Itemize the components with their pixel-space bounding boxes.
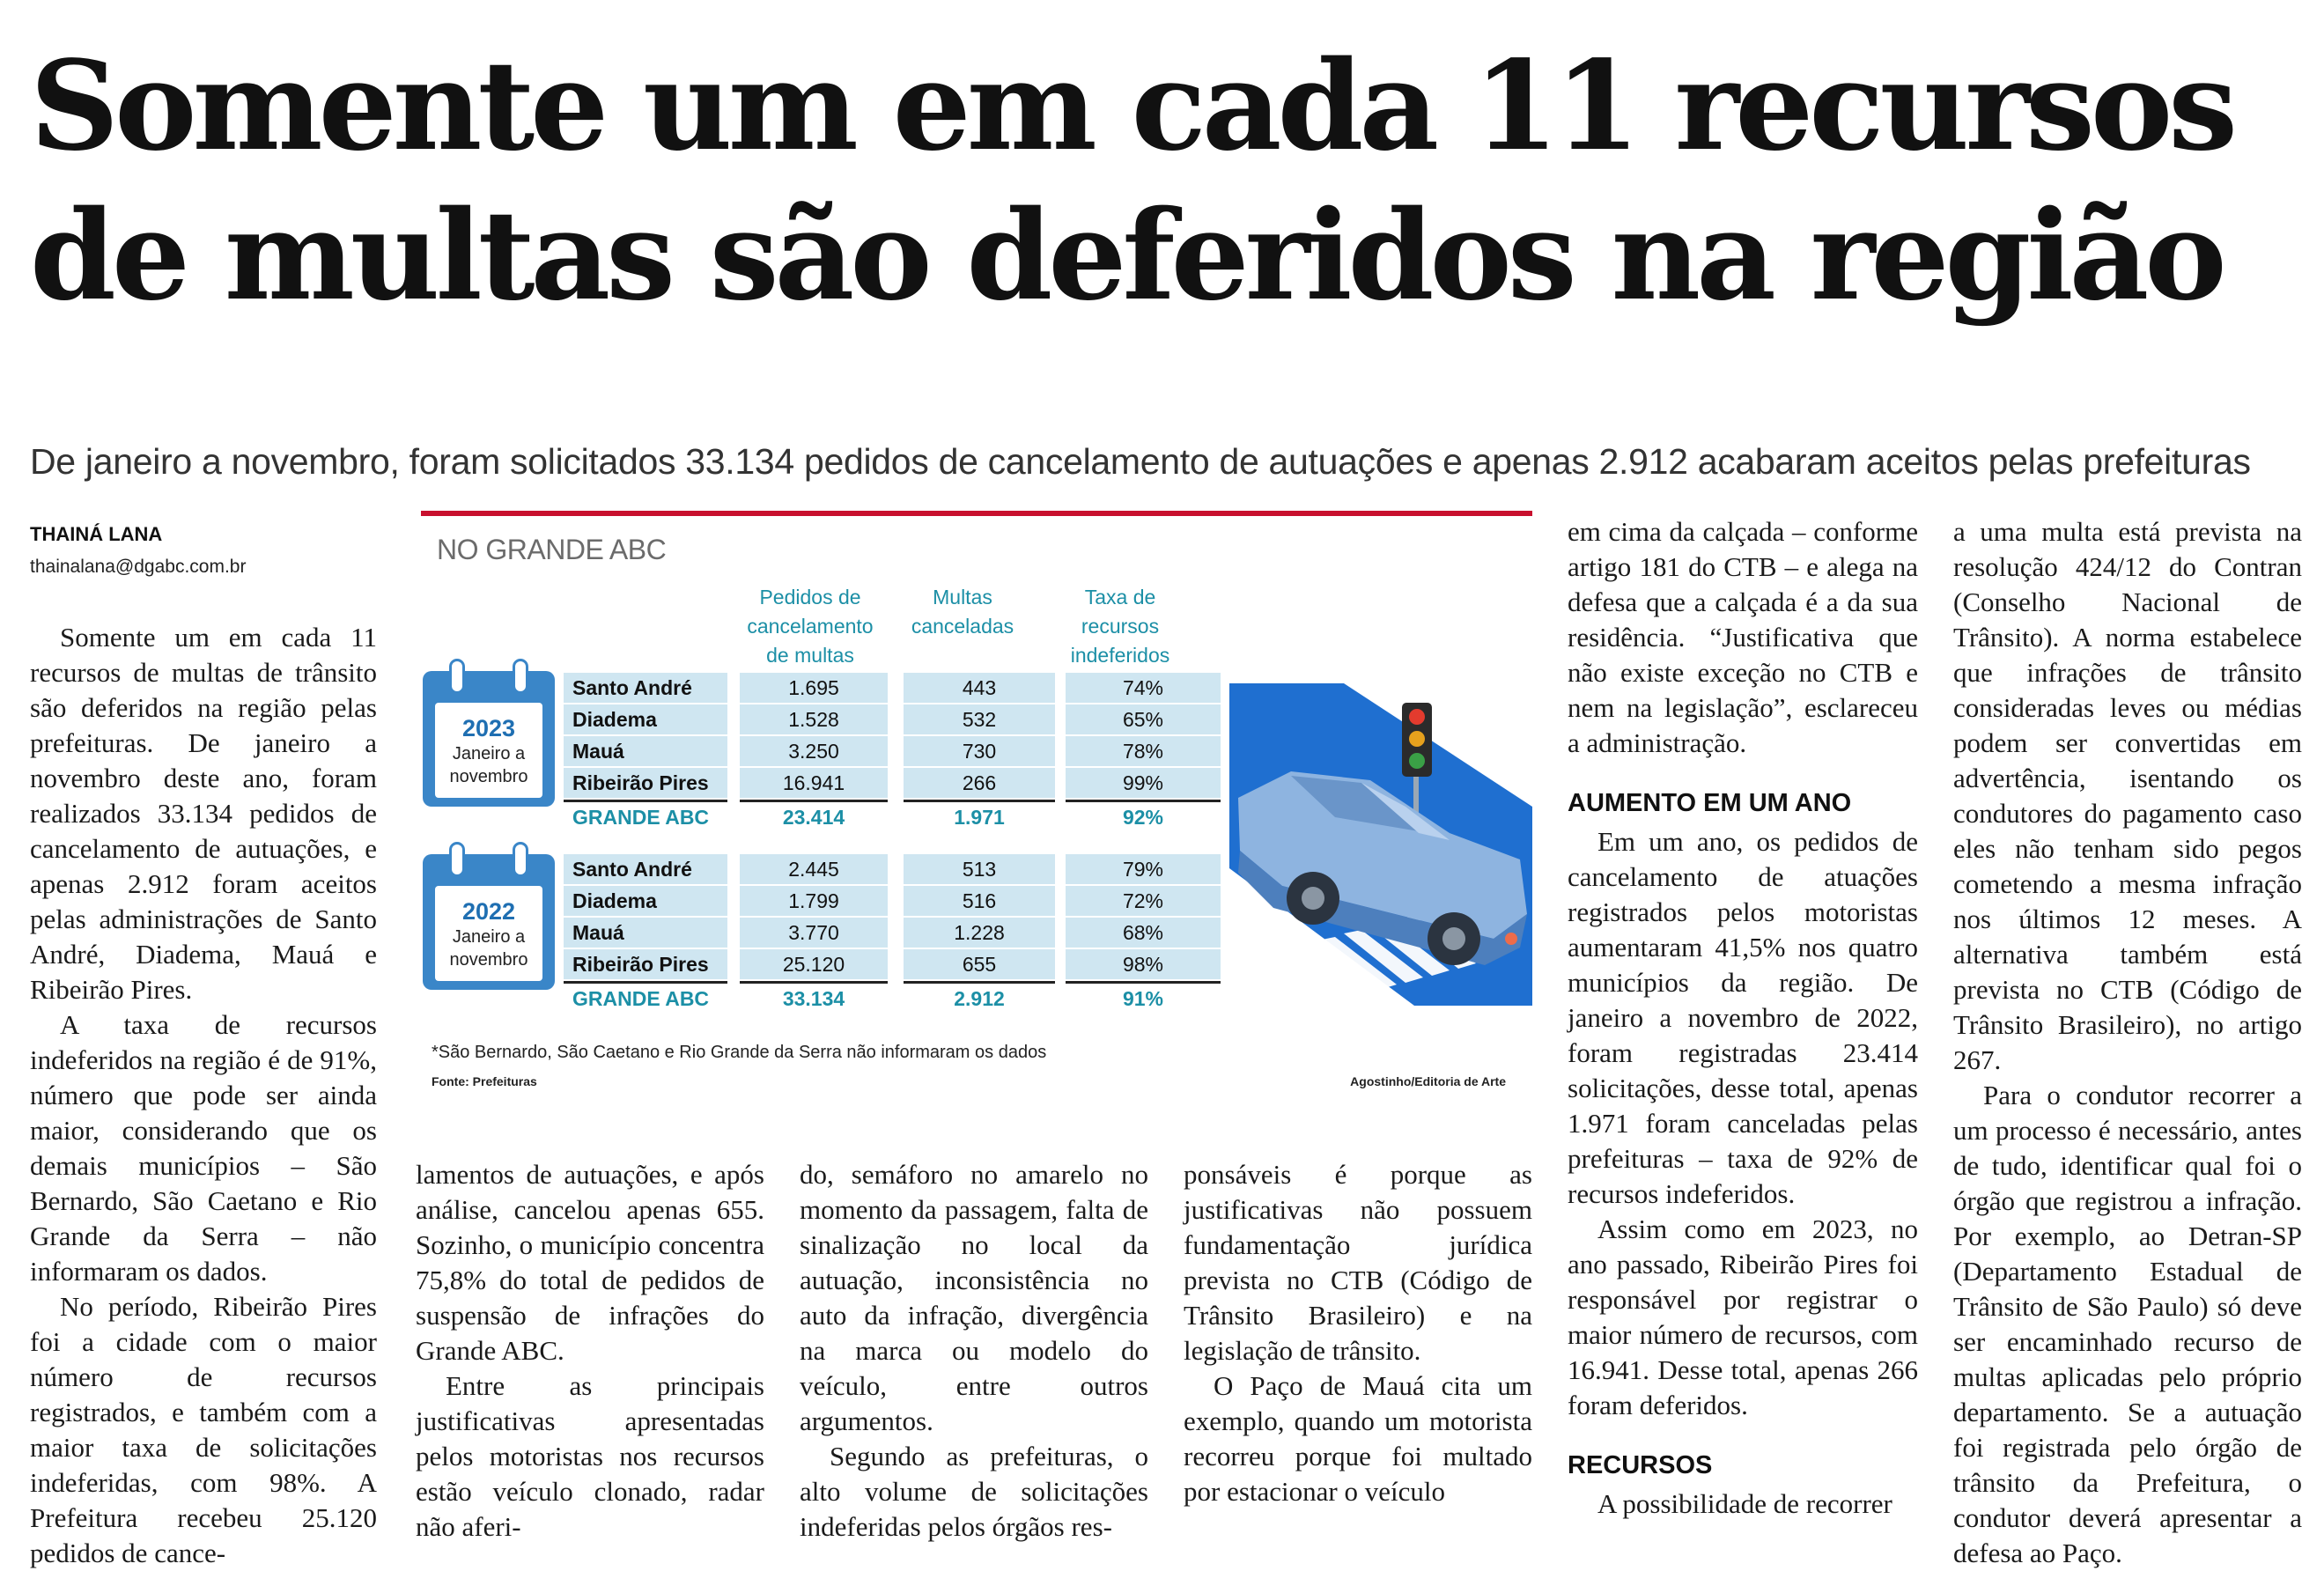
- total-rate-cell: 91%: [1066, 981, 1221, 1011]
- car-crosswalk-illustration: [1229, 683, 1532, 1006]
- calendar-period: Janeiro a novembro: [449, 927, 528, 970]
- total-rate-cell: 92%: [1066, 800, 1221, 830]
- infographic-source: Fonte: Prefeituras: [432, 1074, 537, 1088]
- city-cell: Diadema: [564, 886, 727, 916]
- requests-cell: 3.770: [740, 918, 888, 948]
- subhead-aumento: AUMENTO EM UM ANO: [1568, 789, 1852, 817]
- paragraph: Assim como em 2023, no ano passado, Ribeirão Pires foi responsável por registrar o maior número de recursos, com 16.941. Desse total, apenas 266 foram deferidos.: [1568, 1213, 1918, 1420]
- paragraph: Entre as principais justificativas apresentadas pelos motoristas nos recursos estão veículo clonado, radar não aferi-: [416, 1370, 764, 1542]
- byline-email: thainalana@dgabc.com.br: [30, 557, 247, 577]
- paragraph: Para o condutor recorrer a um processo é necessário, antes de tudo, identificar qual foi o órgão que registrou a infração. Por exemplo, ao Detran-SP (Departamento Estadual de Trânsito de São Paulo) só deve ser encaminhado recurso de multas aplicadas pelo próprio departamento. Se a autuação foi registrada pelo órgão de trânsito da Prefeitura, o condutor deverá apresentar a defesa ao Paço.: [1953, 1080, 2302, 1568]
- paragraph: Somente um em cada 11 recursos de multas de trânsito são deferidos na região pelas prefeituras. De janeiro a novembro deste ano, foram realizados 33.134 pedidos de cancelamento de autuações, e apenas 2.912 foram aceitos pelas administrações de Santo André, Diadema, Mauá e Ribeirão Pires.: [30, 622, 377, 1005]
- paragraph: A possibilidade de recorrer: [1597, 1488, 1892, 1519]
- calendar-icon-2022: [423, 854, 555, 990]
- rate-cell: 78%: [1066, 736, 1221, 766]
- city-cell: Diadema: [564, 704, 727, 734]
- column-header-rate: Taxa de recursos indeferidos: [1070, 586, 1170, 667]
- infographic-title: NO GRANDE ABC: [437, 534, 667, 565]
- total-requests-cell: 33.134: [740, 981, 888, 1011]
- calendar-ring-icon: [449, 842, 465, 877]
- paragraph: ponsáveis é porque as justificativas não possuem fundamentação jurídica prevista no CTB (Código de Trânsito Brasileiro) e na legislação de trânsito.: [1184, 1159, 1532, 1366]
- total-canceled-cell: 2.912: [904, 981, 1055, 1011]
- infographic: [421, 511, 1532, 1103]
- canceled-cell: 1.228: [904, 918, 1055, 948]
- city-cell: Mauá: [564, 918, 727, 948]
- calendar-ring-icon: [513, 842, 528, 877]
- byline-author: THAINÁ LANA: [30, 523, 163, 545]
- rate-cell: 99%: [1066, 768, 1221, 798]
- canceled-cell: 516: [904, 886, 1055, 916]
- article-column-6: [1953, 514, 2302, 1571]
- article-column-4: [1184, 1157, 1532, 1509]
- infographic-rule: [421, 511, 1532, 516]
- canceled-cell: 532: [904, 704, 1055, 734]
- paragraph: em cima da calçada – conforme artigo 181 do CTB – e alega na defesa que a calçada é a da sua residência. “Justificativa que não existe exceção no CTB e nem na legislação”, esclareceu a administração.: [1568, 516, 1918, 758]
- article-column-2: [416, 1157, 764, 1545]
- total-city-cell: GRANDE ABC: [564, 981, 727, 1011]
- calendar-period: Janeiro a novembro: [449, 744, 528, 786]
- subhead-recursos: RECURSOS: [1568, 1451, 1713, 1479]
- paragraph: A taxa de recursos indeferidos na região é de 91%, número que pode ser ainda maior, considerando que os demais municípios – São Bernardo, São Caetano e Rio Grande da Serra – não informaram os dados.: [30, 1009, 377, 1287]
- rate-cell: 65%: [1066, 704, 1221, 734]
- headline: Somente um em cada 11 recursos de multas são deferidos na região: [30, 34, 2234, 328]
- article-column-3: [800, 1157, 1148, 1545]
- calendar-year: 2022: [461, 898, 516, 925]
- deck: De janeiro a novembro, foram solicitados 33.134 pedidos de cancelamento de autuações e apenas 2.912 acabaram aceitos pelas prefeituras: [30, 441, 2251, 482]
- calendar-year: 2023: [461, 715, 516, 741]
- paragraph: Em um ano, os pedidos de cancelamento de atuações registrados pelos motoristas aumentaram 41,5% nos quatro municípios da região. De janeiro a novembro de 2022, foram registradas 23.414 solicitações, desse total, apenas 1.971 foram canceladas pelas prefeituras – taxa de 92% de recursos indeferidos.: [1568, 826, 1918, 1209]
- paragraph: do, semáforo no amarelo no momento da passagem, falta de sinalização no local da autuação, inconsistência no auto da infração, divergência na marca ou modelo do veículo, entre outros argumentos.: [800, 1159, 1148, 1436]
- calendar-ring-icon: [449, 659, 465, 694]
- requests-cell: 25.120: [740, 949, 888, 979]
- city-cell: Santo André: [564, 673, 727, 703]
- requests-cell: 16.941: [740, 768, 888, 798]
- rate-cell: 72%: [1066, 886, 1221, 916]
- requests-cell: 1.695: [740, 673, 888, 703]
- canceled-cell: 655: [904, 949, 1055, 979]
- canceled-cell: 443: [904, 673, 1055, 703]
- total-city-cell: GRANDE ABC: [564, 800, 727, 830]
- city-cell: Ribeirão Pires: [564, 949, 727, 979]
- city-cell: Ribeirão Pires: [564, 768, 727, 798]
- rate-cell: 74%: [1066, 673, 1221, 703]
- requests-cell: 3.250: [740, 736, 888, 766]
- city-cell: Mauá: [564, 736, 727, 766]
- canceled-cell: 513: [904, 854, 1055, 884]
- rate-cell: 98%: [1066, 949, 1221, 979]
- paragraph: lamentos de autuações, e após análise, cancelou apenas 655. Sozinho, o município concentra 75,8% do total de pedidos de suspensão de infrações do Grande ABC.: [416, 1159, 764, 1366]
- canceled-cell: 266: [904, 768, 1055, 798]
- total-canceled-cell: 1.971: [904, 800, 1055, 830]
- paragraph: a uma multa está prevista na resolução 424/12 do Contran (Conselho Nacional de Trânsito). A norma estabelece que infrações de trânsito consideradas leves ou médias podem ser convertidas em advertência, isentando os condutores do pagamento caso eles não tenham sido pegos cometendo a mesma infração nos últimos 12 meses. A alternativa também está prevista no CTB (Código de Trânsito Brasileiro), no artigo 267.: [1953, 516, 2302, 1075]
- rate-cell: 68%: [1066, 918, 1221, 948]
- paragraph: No período, Ribeirão Pires foi a cidade com o maior número de recursos registrados, e também com a maior taxa de solicitações indeferidas, com 98%. A Prefeitura recebeu 25.120 pedidos de cance-: [30, 1291, 377, 1568]
- requests-cell: 1.799: [740, 886, 888, 916]
- paragraph: O Paço de Mauá cita um exemplo, quando um motorista recorreu porque foi multado por estacionar o veículo: [1184, 1370, 1532, 1507]
- column-header-canceled: Multas canceladas: [911, 586, 1014, 638]
- city-cell: Santo André: [564, 854, 727, 884]
- calendar-icon-2023: [423, 671, 555, 807]
- infographic-footnote: *São Bernardo, São Caetano e Rio Grande da Serra não informaram os dados: [432, 1043, 1047, 1062]
- infographic-credit: Agostinho/Editoria de Arte: [1350, 1074, 1506, 1088]
- requests-cell: 1.528: [740, 704, 888, 734]
- article-column-5: [1568, 514, 1918, 1522]
- column-header-requests: Pedidos de cancelamento de multas: [747, 586, 874, 667]
- requests-cell: 2.445: [740, 854, 888, 884]
- calendar-ring-icon: [513, 659, 528, 694]
- total-requests-cell: 23.414: [740, 800, 888, 830]
- rate-cell: 79%: [1066, 854, 1221, 884]
- article-column-1: [30, 620, 377, 1571]
- canceled-cell: 730: [904, 736, 1055, 766]
- paragraph: Segundo as prefeituras, o alto volume de solicitações indeferidas pelos órgãos res-: [800, 1441, 1148, 1542]
